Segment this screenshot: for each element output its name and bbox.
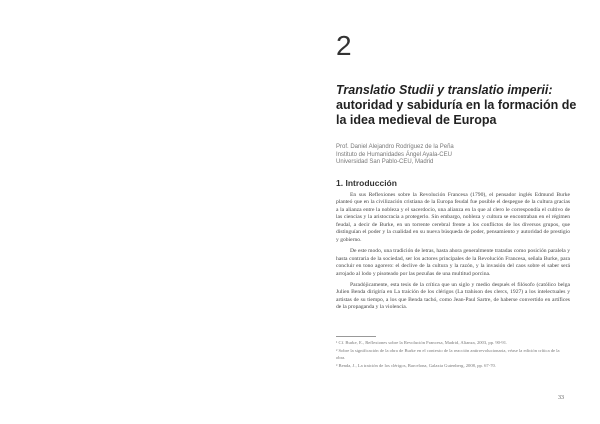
body-text xyxy=(336,192,570,316)
page-number: 33 xyxy=(558,395,564,401)
chapter-title-line-1: Translatio Studii y translatio imperii: xyxy=(336,83,553,97)
chapter-title xyxy=(336,83,576,128)
author-name: Prof. Daniel Alejandro Rodríguez de la Peña xyxy=(336,144,454,150)
footnote: ¹ Cf. Burke, E., Reflexiones sobre la Revolución Francesa, Madrid, Alianza, 2003, pp. 90-91. xyxy=(336,340,508,345)
chapter-number: 2 xyxy=(336,30,352,61)
author-university: Universidad San Pablo-CEU, Madrid xyxy=(336,159,434,166)
author-affiliation: Instituto de Humanidades Ángel Ayala-CEU xyxy=(336,151,452,158)
chapter-title-line-3: la idea medieval de Europa xyxy=(336,113,497,127)
section-number: 1. xyxy=(336,178,344,188)
paragraph: En sus Reflexiones sobre la Revolución Francesa (1790), el pensador inglés Edmund Burke planteó que en la civilización cristiana de la Europa feudal fue posible el despegue de la cultura gracias a la alianza entre la nobleza y el sacerdocio, una alianza en la que al clero le correspondía el cultivo de las ciencias y la aristocracia a protegerlo. Sin embargo, nobleza y cultura se encontraban en el régimen feudal, a decir de Burke, en un torrente cerebral frente a los conflictos de los diversos grupos, que distinguían el poder y la cualidad en su nueva búsqueda de poder, pensamiento y autoridad de prestigio y gobierno. xyxy=(336,192,570,243)
paragraph: Paradójicamente, esta tesis de la crítica que un siglo y medio después el filósofo (católico belga Julien Benda dirigiría en La traición de los clérigos (La trahison des clercs, 1927) a los intelectuales y artistas de su tiempo, a los que Benda tachó, como Jean-Paul Sartre, de haberse convertido en artífices de la propaganda y la violencia. xyxy=(336,281,570,311)
section-heading xyxy=(336,178,397,188)
footnote-divider xyxy=(336,336,376,337)
author-block xyxy=(336,144,556,167)
section-title: Introducción xyxy=(345,178,397,188)
chapter-title-line-2: autoridad y sabiduría en la formación de xyxy=(336,98,577,112)
footnote: ² Sobre la significación de la obra de Burke en el contexto de la reacción antirrevolucionaria, véase la edición crítica de la obra. xyxy=(336,348,560,360)
paragraph: De este modo, una tradición de letras, hasta ahora generalmente tratadas como posición paralela y hasta contraria de la sociedad, ser los actores principales de la Revolución Francesa, señala Burke, para concluir en tono agorero: el declive de la cultura y la razón, y la invasión del caos sobre el saber será arrojado al lodo y pisoteado por las pezuñas de una multitud porcina. xyxy=(336,248,570,277)
footnote: ³ Benda, J., La traición de los clérigos, Barcelona, Galaxia Gutenberg, 2008, pp. 67-70. xyxy=(336,363,496,369)
footnotes xyxy=(336,340,570,372)
